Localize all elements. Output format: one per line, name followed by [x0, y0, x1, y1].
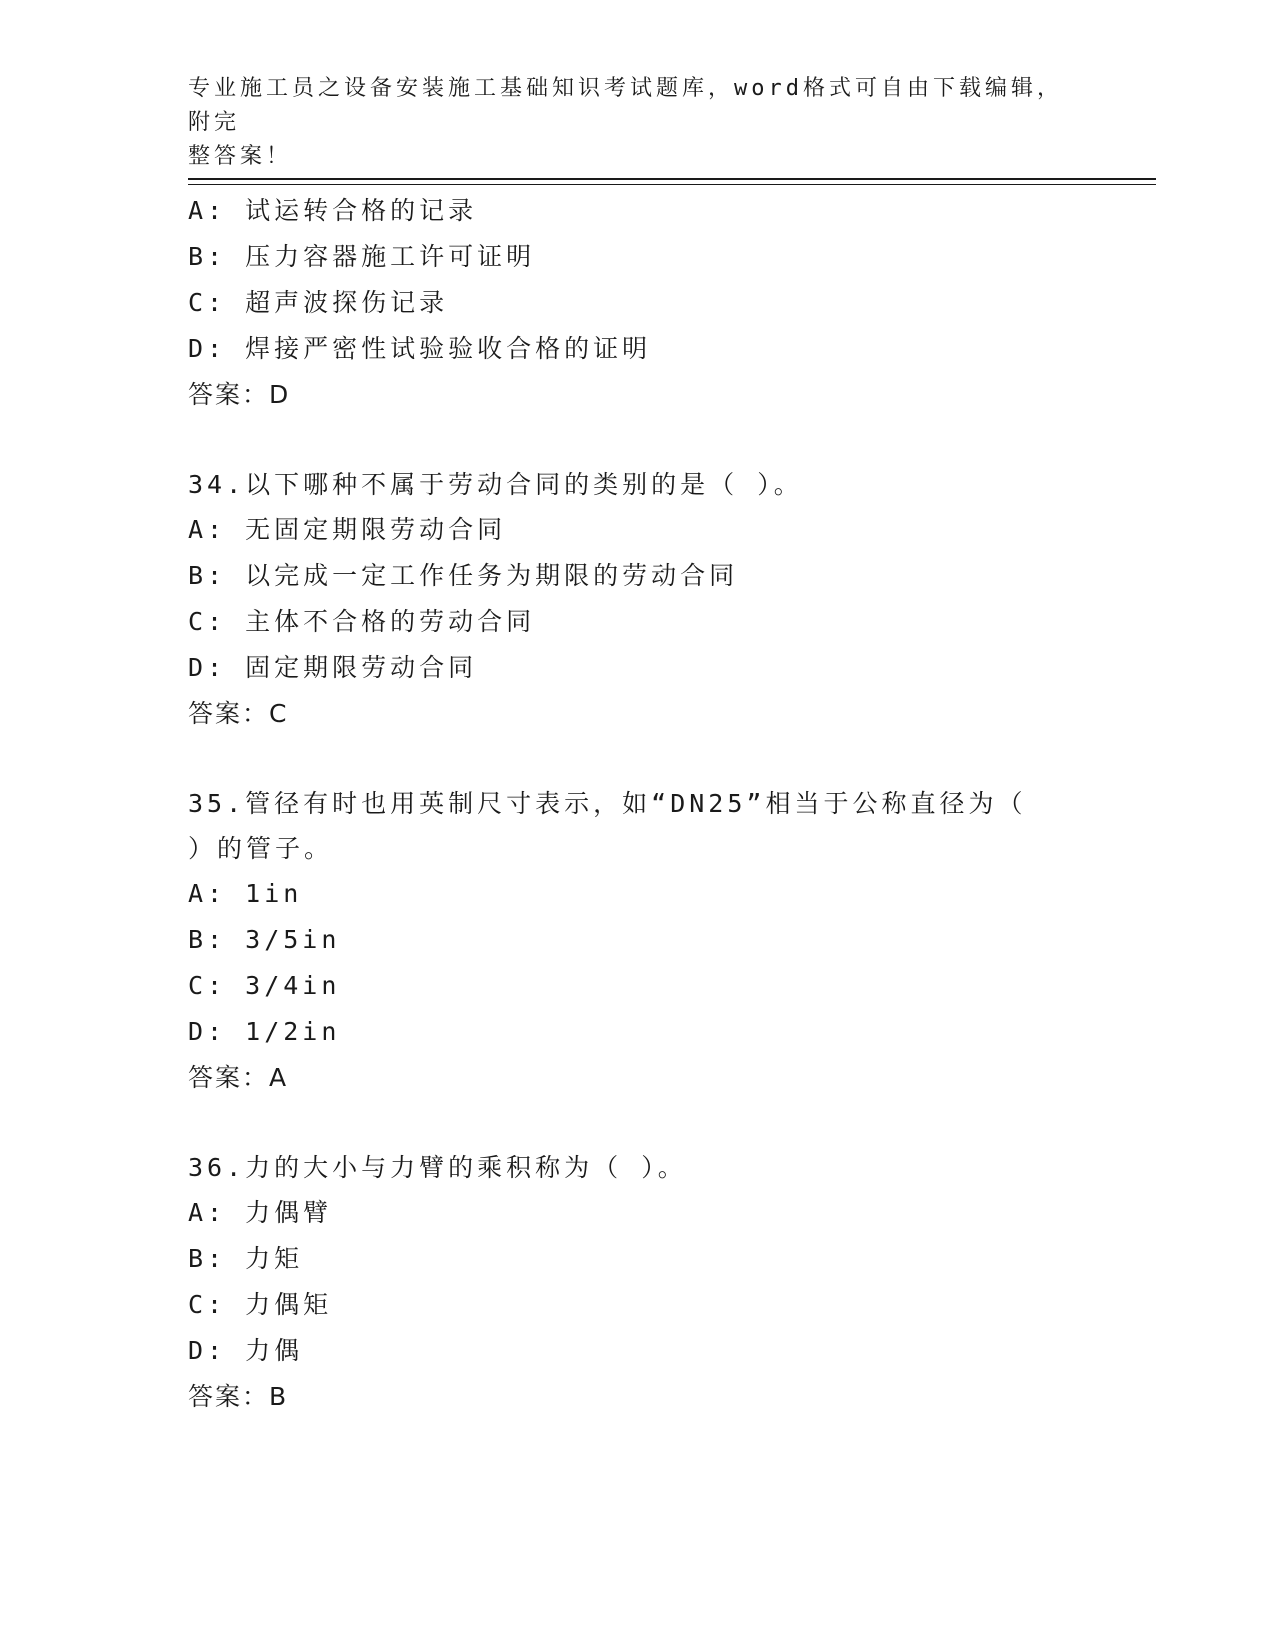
option-c: C: 力偶矩 [188, 1290, 333, 1319]
question-text: 35.管径有时也用英制尺寸表示，如“DN25”相当于公称直径为（ ）的管子。 [188, 789, 1027, 863]
option-c: C: 超声波探伤记录 [188, 288, 449, 317]
question-block-35 [188, 781, 1088, 1101]
option-a: A: 试运转合格的记录 [188, 196, 478, 225]
question-block-33 [188, 188, 1088, 418]
document-header [188, 72, 1088, 174]
answer-line: 答案：D [188, 380, 291, 409]
question-text: 36.力的大小与力臂的乘积称为（ ）。 [188, 1153, 687, 1182]
question-block-36 [188, 1145, 1088, 1420]
option-c: C: 3/4in [188, 971, 341, 1000]
option-d: D: 1/2in [188, 1017, 341, 1046]
option-d: D: 力偶 [188, 1336, 304, 1365]
option-a: A: 1in [188, 879, 303, 908]
header-divider-thin [188, 184, 1156, 185]
option-b: B: 压力容器施工许可证明 [188, 242, 536, 271]
option-c: C: 主体不合格的劳动合同 [188, 607, 536, 636]
option-b: B: 以完成一定工作任务为期限的劳动合同 [188, 561, 739, 590]
option-a: A: 无固定期限劳动合同 [188, 515, 507, 544]
header-divider-thick [188, 178, 1156, 180]
answer-line: 答案：C [188, 699, 289, 728]
answer-line: 答案：A [188, 1063, 289, 1092]
option-d: D: 固定期限劳动合同 [188, 653, 478, 682]
header-line-1: 专业施工员之设备安装施工基础知识考试题库，word格式可自由下载编辑，附完 [188, 76, 1063, 135]
question-list [188, 188, 1088, 1420]
option-a: A: 力偶臂 [188, 1198, 333, 1227]
question-block-34 [188, 462, 1088, 737]
option-d: D: 焊接严密性试验验收合格的证明 [188, 334, 652, 363]
option-b: B: 3/5in [188, 925, 341, 954]
question-text: 34.以下哪种不属于劳动合同的类别的是（ ）。 [188, 470, 803, 499]
header-line-2: 整答案！ [188, 144, 293, 169]
answer-line: 答案：B [188, 1382, 289, 1411]
option-b: B: 力矩 [188, 1244, 304, 1273]
